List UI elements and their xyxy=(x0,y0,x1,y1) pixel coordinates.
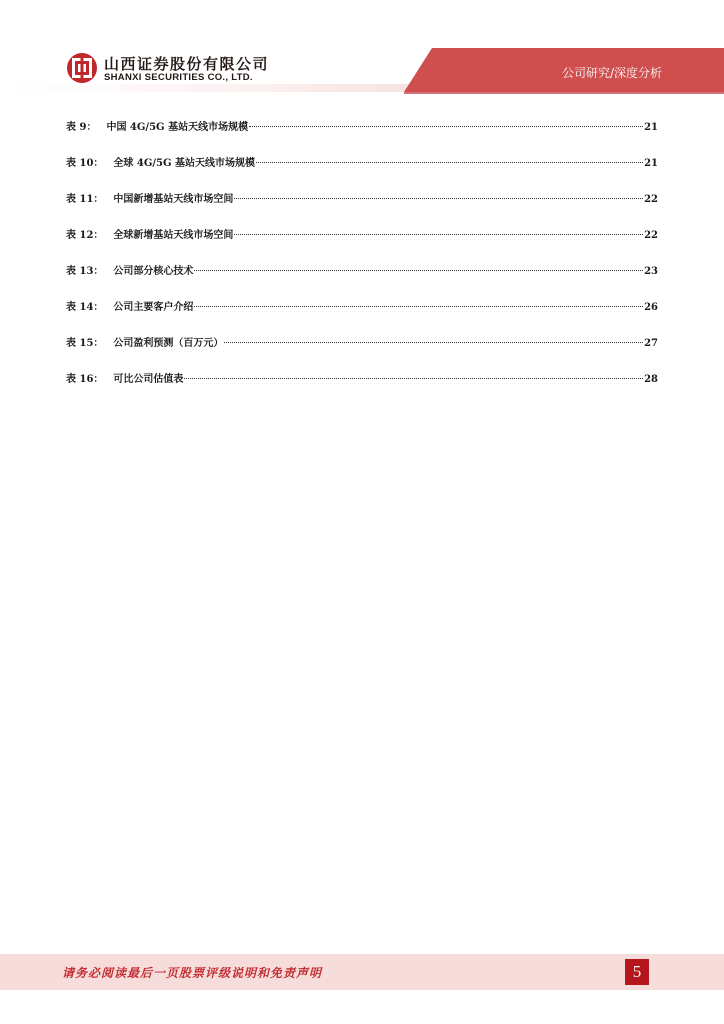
toc-item[interactable] xyxy=(66,263,658,299)
toc-page: 27 xyxy=(644,338,658,349)
dot-leader xyxy=(256,152,643,163)
shanxi-securities-logo-icon xyxy=(66,52,98,84)
dot-leader xyxy=(234,188,643,199)
company-name-en: SHANXI SECURITIES CO., LTD. xyxy=(104,72,253,83)
report-category: 公司研究/深度分析 xyxy=(561,66,662,80)
toc-label: 表 16： xyxy=(66,374,104,385)
toc-item[interactable] xyxy=(66,119,658,155)
toc-page: 21 xyxy=(644,122,658,133)
toc-title: 中国 4G/5G 基站天线市场规模 xyxy=(106,122,249,133)
disclaimer-notice: 请务必阅读最后一页股票评级说明和免责声明 xyxy=(62,966,323,980)
toc-page: 28 xyxy=(644,374,658,385)
toc-item[interactable] xyxy=(66,371,658,407)
toc-page: 21 xyxy=(644,158,658,169)
dot-leader xyxy=(249,116,643,127)
toc-page: 26 xyxy=(644,302,658,313)
toc-page: 22 xyxy=(644,194,658,205)
toc-label: 表 15： xyxy=(66,338,104,349)
toc-title: 公司部分核心技术 xyxy=(113,266,194,277)
dot-leader xyxy=(184,368,643,379)
toc-item[interactable] xyxy=(66,155,658,191)
toc-page: 23 xyxy=(644,266,658,277)
company-name-cn: 山西证券股份有限公司 xyxy=(104,55,270,73)
toc-item[interactable] xyxy=(66,227,658,263)
dot-leader xyxy=(234,224,643,235)
page-header xyxy=(0,0,724,96)
toc-title: 公司盈利预测（百万元） xyxy=(113,338,224,349)
dot-leader xyxy=(224,332,643,343)
toc-title: 全球 4G/5G 基站天线市场规模 xyxy=(113,158,256,169)
toc-title: 可比公司估值表 xyxy=(113,374,184,385)
toc-label: 表 10： xyxy=(66,158,104,169)
toc-page: 22 xyxy=(644,230,658,241)
dot-leader xyxy=(194,296,643,307)
toc-label: 表 14： xyxy=(66,302,104,313)
toc-title: 中国新增基站天线市场空间 xyxy=(113,194,234,205)
page-footer xyxy=(0,954,724,990)
page-number: 5 xyxy=(625,959,649,985)
table-list xyxy=(66,119,658,407)
toc-item[interactable] xyxy=(66,191,658,227)
toc-label: 表 11： xyxy=(66,194,104,205)
toc-title: 公司主要客户介绍 xyxy=(113,302,194,313)
toc-label: 表 12： xyxy=(66,230,104,241)
dot-leader xyxy=(194,260,643,271)
toc-label: 表 13： xyxy=(66,266,104,277)
toc-title: 全球新增基站天线市场空间 xyxy=(113,230,234,241)
toc-label: 表 9： xyxy=(66,122,97,133)
toc-item[interactable] xyxy=(66,335,658,371)
toc-item[interactable] xyxy=(66,299,658,335)
